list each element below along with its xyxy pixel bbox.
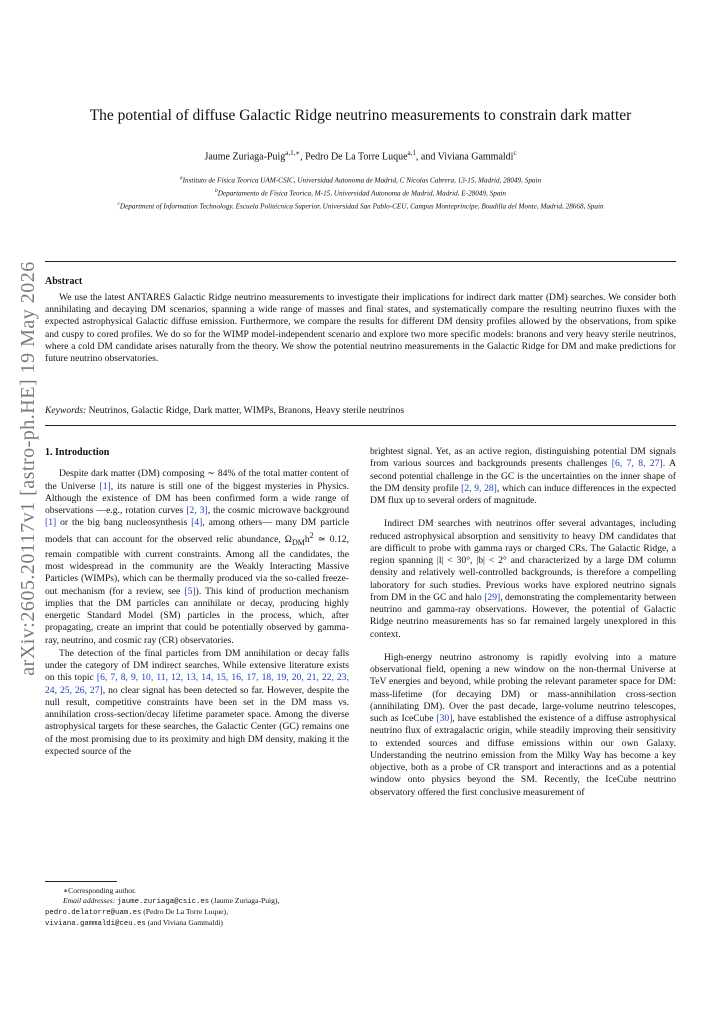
- footnote: [45, 886, 349, 929]
- introduction-paragraph: [45, 648, 349, 758]
- text-run: , which can induce differences in the expected DM flux up to several orders of magnitude.: [370, 482, 677, 506]
- affiliation-line: [90, 173, 631, 186]
- right-column-paragraph: [370, 518, 676, 641]
- author-name: Viviana Gammaldi: [437, 151, 514, 163]
- affiliation-text: Department of Information Technology, Escuela Politécnica Superior, Universidad San Pablo-CEU, Campus Montepríncipe, Boadilla del Monte, Madrid, 28668, Spain: [119, 202, 604, 211]
- abstract-bottom-divider: [45, 425, 676, 426]
- text-run: ≃ 0.12, remain compatible with current constraints. Among all the candidates, the most widespread in the community are the Weakly Interacting Massive Particles (WIMPs), which can be thermally produced via the so-called freeze-out mechanism (for a review, see: [45, 533, 349, 597]
- citation-link[interactable]: [2, 9, 28]: [461, 482, 497, 494]
- right-column-paragraph: [370, 652, 676, 799]
- email-label: Email addresses:: [63, 896, 116, 905]
- citation-link[interactable]: [1]: [45, 517, 57, 529]
- affiliation-mark: a: [179, 175, 183, 181]
- affiliation-mark: b: [214, 187, 218, 194]
- text-run: The detection of the final particles from DM annihilation or decay falls under the category of DM indirect searches. While extensive literature exists on this topic: [45, 647, 349, 684]
- citation-link[interactable]: [6, 7, 8, 9, 10, 11, 12, 13, 14, 15, 16, 17, 18, 19, 20, 21, 22, 23, 24, 25, 26, 27]: [45, 672, 349, 696]
- affiliation-line: [90, 199, 631, 212]
- email-address[interactable]: pedro.delatorre@uam.es: [45, 909, 142, 917]
- introduction-body: [45, 468, 349, 758]
- text-run: , its nature is still one of the biggest mysteries in Physics. Although the existence of DM has been confirmed form a wide range of observations —e.g., rotation curves: [45, 480, 349, 516]
- keywords-text: Neutrinos, Galactic Ridge, Dark matter, WIMPs, Branons, Heavy sterile neutrinos: [88, 405, 405, 416]
- keywords-line: [45, 405, 676, 416]
- affiliation-list: [90, 173, 631, 212]
- text-run: High-energy neutrino astronomy is rapidly evolving into a mature observational field, opening a new window on the non-thermal Universe at TeV energies and beyond, while probing the relevant parameter space for DM: mass-lifetime (for decaying DM) or mass-annihilation cross-section (annihilating DM). Over the past decade, large-volume neutrino telescopes, such as IceCube: [370, 651, 676, 724]
- section-heading-introduction: 1. Introduction: [45, 447, 110, 458]
- text-run: Indirect DM searches with neutrinos offer several advantages, including reduced astrophysical absorption and sensitivity to heavy DM candidates that are difficult to probe with gamma rays or charged CRs. The Galactic Ridge, a region spanning |l| < 30°, |b| < 2° and characterized by a large DM column density and relatively well-controlled backgrounds, is therefore a compelling laboratory for such studies. Previous works have explored neutrino signals from DM in the GC and halo: [370, 518, 676, 603]
- author-list: Jaume Zuriaga-Puig$^{a,1,∗}$, Pedro De La Torre Luque$^{a,1}$, and Viviana Gammaldi$^c$: [204, 149, 517, 163]
- text-run: h: [304, 533, 310, 545]
- citation-link[interactable]: [30]: [436, 713, 453, 724]
- text-run: . A second potential challenge in the GC is the uncertainties on the inner shape of the DM density profile: [370, 458, 676, 494]
- email-owner: (Jaume Zuriaga-Puig),: [209, 896, 280, 905]
- citation-link[interactable]: [1]: [99, 480, 111, 492]
- affiliation-mark: c: [117, 200, 120, 207]
- citation-link[interactable]: [2, 3]: [186, 505, 208, 516]
- citation-link[interactable]: [6, 7, 8, 27]: [611, 458, 663, 470]
- footnote-rule: [45, 881, 117, 882]
- text-run: , among others— many DM particle models that can account for the observed relic abundance, Ω: [45, 517, 350, 545]
- email-owner: (Pedro De La Torre Luque),: [141, 907, 228, 916]
- citation-link[interactable]: [4]: [191, 517, 203, 529]
- left-column: [45, 447, 349, 758]
- right-column-body: [370, 446, 676, 799]
- subscript: DM: [291, 537, 305, 547]
- arxiv-identifier-stamp: [14, 260, 42, 676]
- author-affiliation-mark: a,1: [407, 149, 416, 157]
- text-run: , have established the existence of a diffuse astrophysical neutrino flux of extragalactic origin, while steadily improving their sensitivity to extended sources and diffuse emissions within our own Galaxy. Understanding the neutrino emission from the Milky Way has become a key objective, both as a probe of CR transport and interactions and as a potential window onto physics beyond the SM. Recently, the IceCube neutrino observatory offered the first conclusive measurement of: [370, 713, 676, 798]
- author-name: Jaume Zuriaga-Puig: [204, 151, 286, 163]
- author-affiliation-mark: c: [513, 149, 517, 157]
- footnote-emails: [45, 896, 349, 929]
- introduction-paragraph: [45, 468, 349, 647]
- text-run: , no clear signal has been detected so far. However, despite the null result, competitive constraints have been set in the DM mass vs. annihilation cross-section/decay lifetime parameter space. Among the diverse astrophysical targets for these searches, the Galactic Center (GC) remains one of the most promising due to its proximity and high DM density, making it the expected source of the: [45, 684, 349, 757]
- affiliation-line: [90, 186, 631, 199]
- text-run: ). This kind of production mechanism implies that the DM particles can annihilate or decay, producing highly energetic Standard Model (SM) particles in the process, which, after propagating, create an imprint that could be potentially observed by gamma-ray, neutrino, and cosmic ray (CR) observatories.: [45, 585, 349, 646]
- paper-title: The potential of diffuse Galactic Ridge neutrino measurements to constrain dark matter: [89, 107, 632, 124]
- text-run: , the cosmic microwave background: [207, 505, 350, 516]
- abstract-heading: Abstract: [45, 276, 83, 287]
- affiliation-text: Departamento de Física Teorica, M-15, Universidad Autonoma de Madrid, Madrid, E-28049, Spain: [217, 189, 507, 198]
- text-run: brightest signal. Yet, as an active region, distinguishing potential DM signals from various sources and backgrounds presents challenges: [370, 446, 676, 470]
- citation-link[interactable]: [5]: [184, 585, 196, 597]
- footnote-corresponding: ∗Corresponding author.: [63, 886, 137, 895]
- arxiv-identifier-text: arXiv:2605.20117v1 [astro-ph.HE] 19 May 2026: [16, 260, 39, 676]
- citation-link[interactable]: [29]: [484, 591, 501, 603]
- right-column-paragraph: [370, 446, 676, 507]
- keywords-label: Keywords:: [45, 405, 87, 416]
- email-owner: (and Viviana Gammaldi): [145, 918, 223, 927]
- author-affiliation-mark: a,1,∗: [285, 149, 301, 157]
- right-column: [370, 446, 676, 799]
- superscript: 2: [309, 530, 314, 540]
- text-run: or the big bang nucleosynthesis: [56, 517, 192, 529]
- text-run: , demonstrating the complementarity between neutrino and gamma-ray observations. However, the potential of Galactic Ridge neutrino measurements has so far remained largely unexplored in this context.: [370, 591, 676, 640]
- top-divider: [45, 261, 676, 262]
- affiliation-text: Instituto de Física Teorica UAM-CSIC, Universidad Autonoma de Madrid, C Nicolas Cabrera, 13-15, Madrid, 28049, Spain: [182, 176, 542, 185]
- text-run: Despite dark matter (DM) composing ∼ 84% of the total matter content of the Universe: [45, 468, 349, 492]
- email-address[interactable]: jaume.zuriaga@csic.es: [117, 898, 210, 906]
- author-name: Pedro De La Torre Luque: [305, 151, 408, 163]
- email-address[interactable]: viviana.gammaldi@ceu.es: [45, 920, 146, 928]
- abstract-text: We use the latest ANTARES Galactic Ridge neutrino measurements to investigate their implications for indirect dark matter (DM) searches. We consider both annihilating and decaying DM scenarios, spanning a wide range of masses and final states, and systematically compare the resulting neutrino fluxes with the expected astrophysical Galactic diffuse emission. Furthermore, we compare the results for different DM density profiles allowed by the observations, from spike and cuspy to cored profiles. We do so for the WIMP model-independent scenario and explore two more specific models: branons and very heavy sterile neutrinos, where a cold DM candidate arises naturally from the theory. We show the potential neutrino measurements in the Galactic Ridge for DM and make predictions for future neutrino observatories.: [45, 292, 676, 365]
